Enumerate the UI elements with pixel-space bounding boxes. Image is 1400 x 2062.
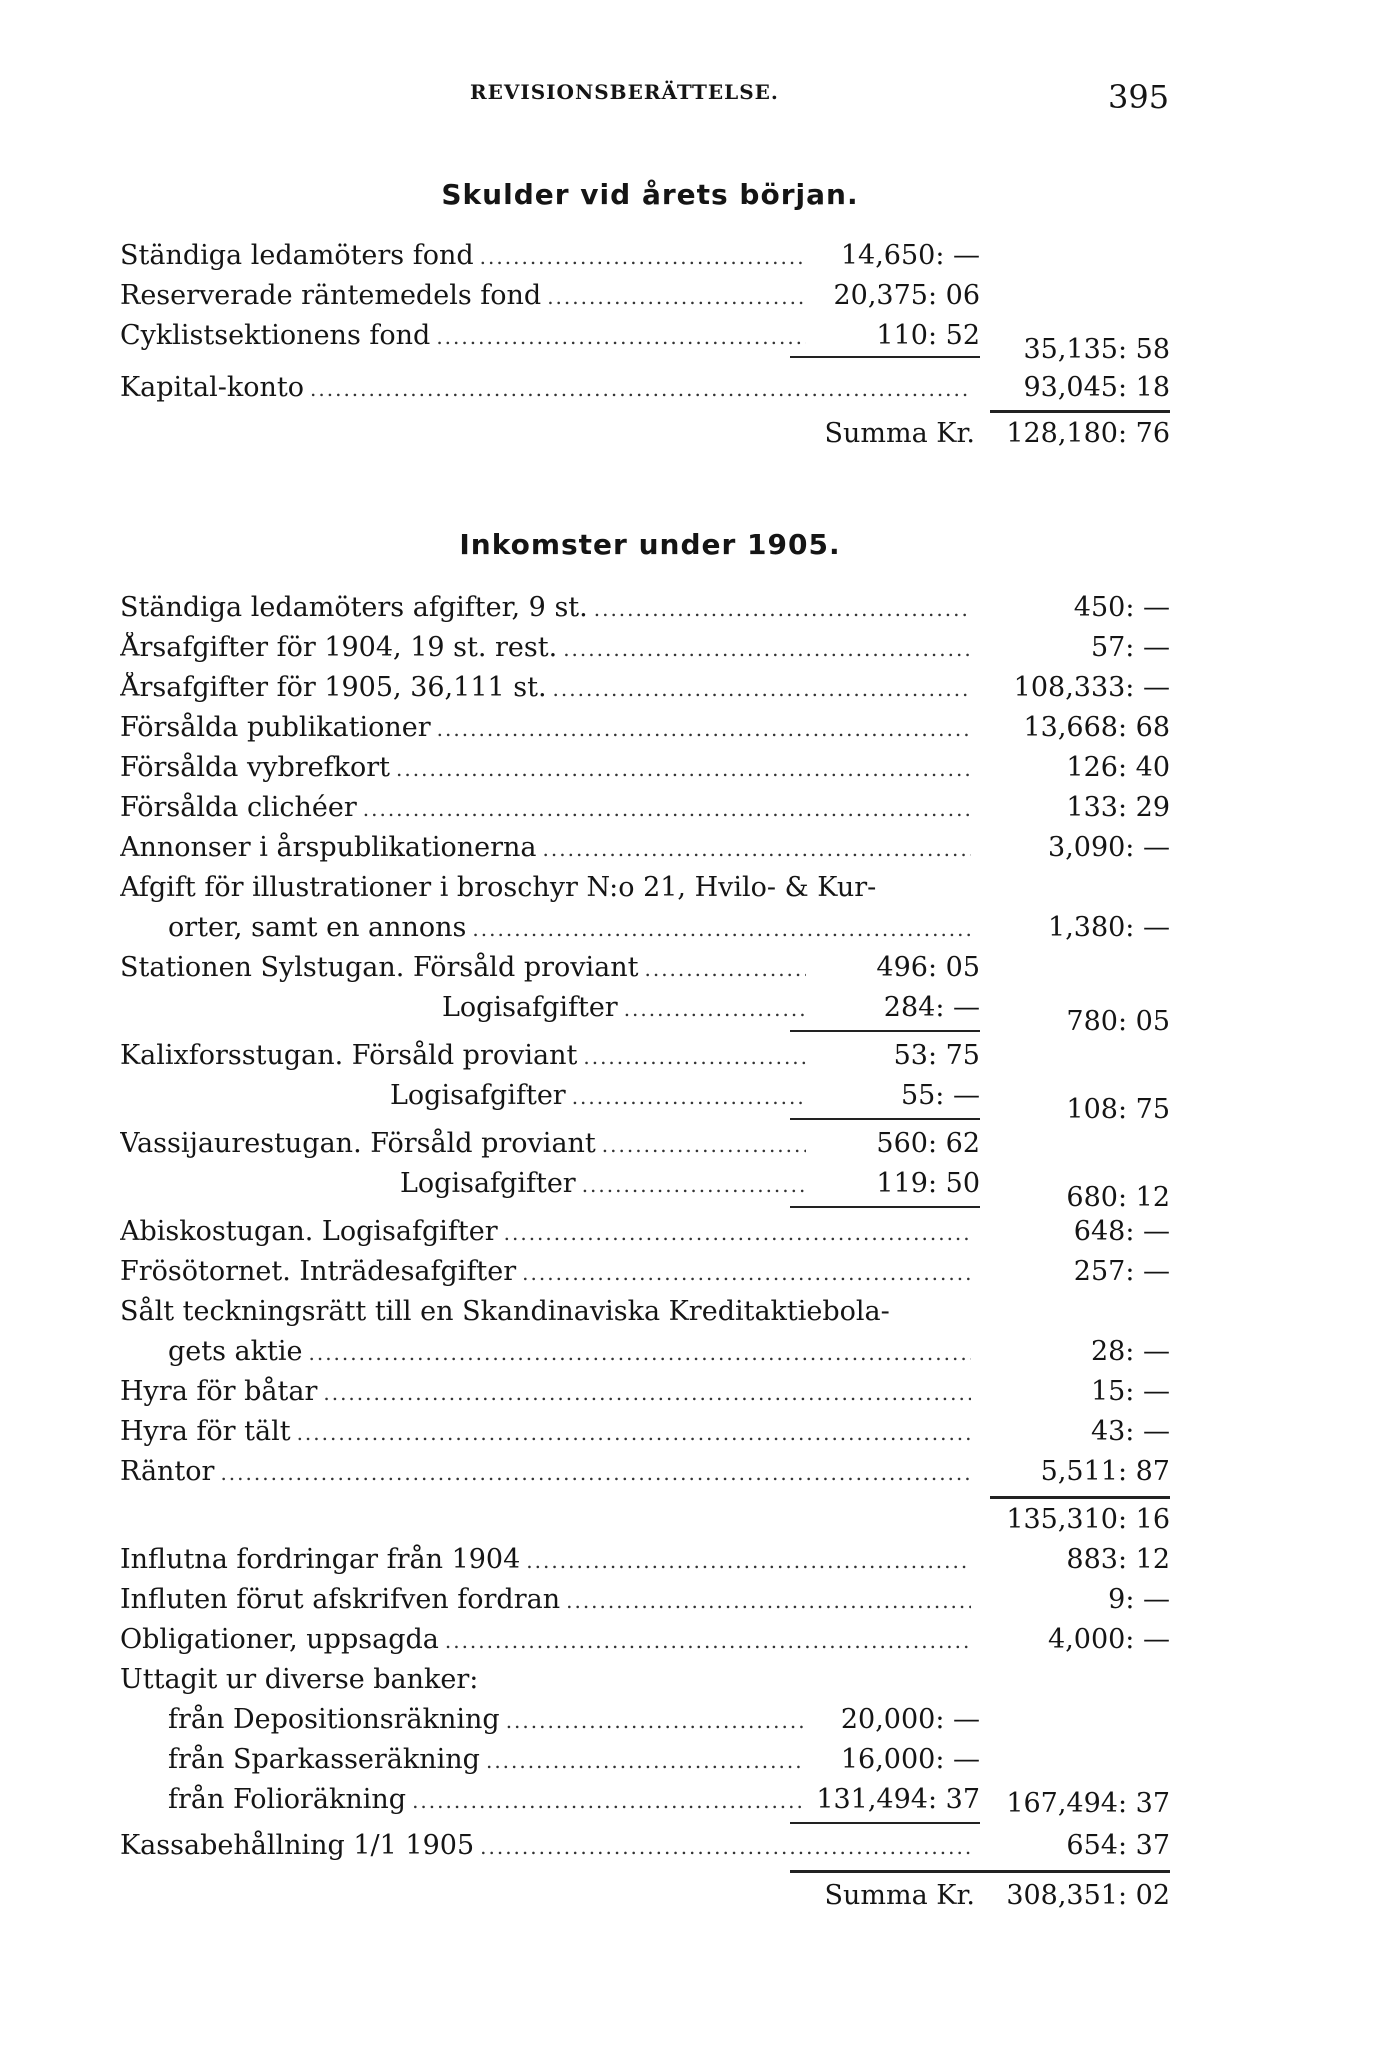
ledger-row (0, 1624, 1400, 1664)
running-head: REVISIONSBERÄTTELSE. (470, 80, 779, 104)
row-label: från Depositionsräkning (168, 1704, 500, 1735)
total-amount: 43: — (1090, 1416, 1170, 1447)
sub-amount: 110: 52 (876, 320, 980, 351)
sub-amount: 20,375: 06 (833, 280, 980, 311)
row-label: Cyklistsektionens fond (120, 320, 431, 351)
sum-row (0, 418, 1400, 458)
total-amount: 450: — (1073, 592, 1170, 623)
total-amount: 13,668: 68 (1023, 712, 1170, 743)
ledger-row (0, 792, 1400, 832)
total-amount: 5,511: 87 (1040, 1456, 1170, 1487)
row-label: från Folioräkning (168, 1784, 407, 1815)
ledger-row (0, 1664, 1400, 1704)
sub-amount: 284: — (883, 992, 980, 1023)
page-number: 395 (1108, 78, 1170, 116)
row-label: Ständiga ledamöters afgifter, 9 st. (120, 592, 588, 623)
total-amount: 108: 75 (1066, 1094, 1170, 1125)
ledger-row (0, 1704, 1400, 1744)
section-title-debts: Skulder vid årets början. (441, 178, 859, 211)
total-amount: 648: — (1073, 1216, 1170, 1247)
ledger-row (0, 320, 1400, 365)
ledger-row (0, 240, 1400, 280)
ledger-row (0, 1456, 1400, 1496)
row-label: Afgift för illustrationer i broschyr N:o 21, Hvilo- & Kur- (120, 872, 877, 903)
ledger-row (0, 672, 1400, 712)
ledger-row (0, 1296, 1400, 1336)
total-amount: 133: 29 (1066, 792, 1170, 823)
sum-value: 128,180: 76 (1006, 418, 1170, 449)
ledger-row (0, 1168, 1400, 1213)
rule (790, 356, 980, 358)
sub-amount: 119: 50 (876, 1168, 980, 1199)
sub-amount: 55: — (900, 1080, 980, 1111)
sum-row (0, 1880, 1400, 1920)
total-amount: 126: 40 (1066, 752, 1170, 783)
ledger-row (0, 992, 1400, 1037)
row-label: Sålt teckningsrätt till en Skandinaviska Kreditaktiebola- (120, 1296, 890, 1327)
ledger-row (0, 712, 1400, 752)
total-amount: 28: — (1090, 1336, 1170, 1367)
row-label: Abiskostugan. Logisafgifter (120, 1216, 498, 1247)
row-label: Kalixforsstugan. Försåld proviant (120, 1040, 578, 1071)
ledger-row (0, 1128, 1400, 1168)
row-label: Frösötornet. Inträdesafgifter (120, 1256, 517, 1287)
total-amount: 257: — (1073, 1256, 1170, 1287)
ledger-row (0, 1376, 1400, 1416)
ledger-row (0, 1416, 1400, 1456)
ledger-row (0, 1336, 1400, 1376)
total-amount: 108,333: — (1013, 672, 1170, 703)
rule (790, 1206, 980, 1208)
row-label: Årsafgifter för 1905, 36,111 st. (120, 672, 547, 703)
row-label: Influten förut afskrifven fordran (120, 1584, 561, 1615)
row-label: Försålda vybrefkort (120, 752, 391, 783)
row-label: Årsafgifter för 1904, 19 st. rest. (120, 632, 558, 663)
ledger-row (0, 1784, 1400, 1824)
total-amount: 1,380: — (1048, 912, 1170, 943)
row-label: Försålda publikationer (120, 712, 431, 743)
ledger-row (0, 952, 1400, 992)
ledger-row (0, 752, 1400, 792)
ledger-row (0, 1080, 1400, 1125)
ledger-row (0, 872, 1400, 912)
row-label: Hyra för båtar (120, 1376, 318, 1407)
sub-amount: 131,494: 37 (816, 1784, 980, 1815)
sub-amount: 496: 05 (876, 952, 980, 983)
ledger-row (0, 1256, 1400, 1296)
ledger-row (0, 592, 1400, 632)
ledger-row (0, 632, 1400, 672)
row-label: orter, samt en annons (168, 912, 467, 943)
rule (990, 1496, 1170, 1499)
sum-label: Summa Kr. (824, 1880, 975, 1911)
subtotal-row (0, 1504, 1400, 1544)
rule (790, 1118, 980, 1120)
row-label: Stationen Sylstugan. Försåld proviant (120, 952, 639, 983)
ledger-row (0, 1544, 1400, 1584)
row-label: Försålda clichéer (120, 792, 357, 823)
ledger-row (0, 832, 1400, 872)
total-amount: 93,045: 18 (1023, 372, 1170, 403)
row-label: Uttagit ur diverse banker: (120, 1664, 479, 1695)
total-amount: 883: 12 (1066, 1544, 1170, 1575)
ledger-row (0, 1584, 1400, 1624)
row-label: gets aktie (168, 1336, 303, 1367)
sum-value: 308,351: 02 (1006, 1880, 1170, 1911)
rule (790, 1870, 1170, 1873)
total-amount: 4,000: — (1048, 1624, 1170, 1655)
total-amount: 57: — (1090, 632, 1170, 663)
ledger-row (0, 1040, 1400, 1080)
sub-amount: 16,000: — (840, 1744, 980, 1775)
row-label: Räntor (120, 1456, 215, 1487)
rule (790, 1030, 980, 1032)
row-label: Hyra för tält (120, 1416, 291, 1447)
total-amount: 167,494: 37 (1006, 1788, 1170, 1819)
rule (990, 410, 1170, 413)
row-label: Logisafgifter (400, 1168, 576, 1199)
row-label: Influtna fordringar från 1904 (120, 1544, 521, 1575)
row-label: Vassijaurestugan. Försåld proviant (120, 1128, 596, 1159)
row-label: Annonser i årspublikationerna (120, 832, 537, 863)
total-amount: 35,135: 58 (1023, 334, 1170, 365)
row-label: Kassabehållning 1/1 1905 (120, 1830, 475, 1861)
total-amount: 654: 37 (1066, 1830, 1170, 1861)
ledger-row (0, 372, 1400, 412)
sub-amount: 560: 62 (876, 1128, 980, 1159)
row-label: Obligationer, uppsagda (120, 1624, 439, 1655)
sub-amount: 14,650: — (840, 240, 980, 271)
row-label: Logisafgifter (442, 992, 618, 1023)
row-label: Kapital-konto (120, 372, 305, 403)
rule (790, 1822, 980, 1824)
sum-label: Summa Kr. (824, 418, 975, 449)
sub-amount: 20,000: — (840, 1704, 980, 1735)
total-amount: 3,090: — (1048, 832, 1170, 863)
ledger-row (0, 1744, 1400, 1784)
section-title-income: Inkomster under 1905. (459, 528, 841, 561)
subtotal-value: 135,310: 16 (1006, 1504, 1170, 1535)
total-amount: 15: — (1090, 1376, 1170, 1407)
row-label: från Sparkasseräkning (168, 1744, 480, 1775)
total-amount: 9: — (1108, 1584, 1170, 1615)
row-label: Reserverade räntemedels fond (120, 280, 542, 311)
ledger-row (0, 912, 1400, 952)
sub-amount: 53: 75 (893, 1040, 980, 1071)
total-amount: 680: 12 (1066, 1182, 1170, 1213)
ledger-row (0, 1216, 1400, 1256)
total-amount: 780: 05 (1066, 1006, 1170, 1037)
ledger-row (0, 1830, 1400, 1870)
row-label: Logisafgifter (390, 1080, 566, 1111)
ledger-row (0, 280, 1400, 320)
row-label: Ständiga ledamöters fond (120, 240, 474, 271)
